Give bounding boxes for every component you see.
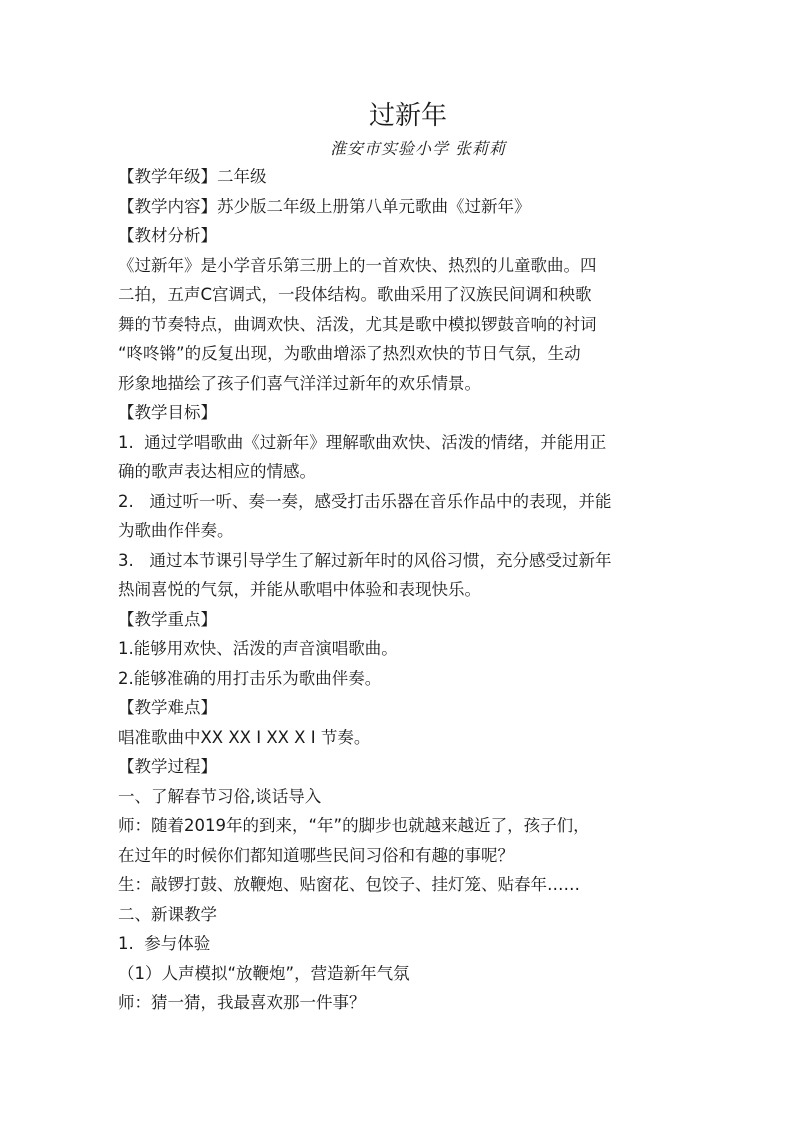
key-points-heading: 【教学重点】 bbox=[118, 609, 217, 629]
student-dialogue: 生：敲锣打鼓、放鞭炮、贴窗花、包饺子、挂灯笼、贴春年…… bbox=[118, 875, 580, 894]
teacher-dialogue: 师：猜一猜，我最喜欢那一件事？ bbox=[118, 993, 366, 1012]
teacher-dialogue-line: 在过年的时候你们都知道哪些民间习俗和有趣的事呢？ bbox=[118, 845, 514, 865]
key-point-2: 2.能够准确的用打击乐为歌曲伴奏。 bbox=[118, 668, 382, 688]
goal-1-line: 确的歌声表达相应的情感。 bbox=[118, 462, 316, 481]
step-2-heading: 二、新课教学 bbox=[118, 904, 217, 924]
difficulty-heading: 【教学难点】 bbox=[118, 698, 217, 717]
analysis-line: 二拍，五声C宫调式，一段体结构。歌曲采用了汉族民间调和秧歌 bbox=[118, 285, 592, 304]
author-line: 淮安市实验小学 张莉莉 bbox=[329, 139, 507, 158]
goals-heading: 【教学目标】 bbox=[118, 403, 217, 422]
analysis-line: 《过新年》是小学音乐第三册上的一首欢快、热烈的儿童歌曲。四 bbox=[118, 255, 597, 275]
analysis-heading: 【教材分析】 bbox=[118, 226, 217, 245]
analysis-line: “咚咚锵”的反复出现，为歌曲增添了热烈欢快的节日气氛，生动 bbox=[118, 344, 581, 363]
goal-2-line: 2. 通过听一听、奏一奏，感受打击乐器在音乐作品中的表现，并能 bbox=[118, 491, 612, 511]
analysis-line: 舞的节奏特点，曲调欢快、活泼，尤其是歌中模拟锣鼓音响的衬词 bbox=[118, 314, 597, 334]
grade-line: 【教学年级】二年级 bbox=[118, 167, 267, 186]
content-line: 【教学内容】苏少版二年级上册第八单元歌曲《过新年》 bbox=[118, 196, 531, 216]
goal-3-line: 热闹喜悦的气氛，并能从歌唱中体验和表现快乐。 bbox=[118, 580, 481, 599]
teacher-dialogue-line: 师：随着2019年的到来，“年”的脚步也就越来越近了，孩子们， bbox=[118, 816, 590, 835]
process-heading: 【教学过程】 bbox=[118, 757, 217, 776]
sub-step-1-item: （1）人声模拟“放鞭炮”，营造新年气氛 bbox=[118, 963, 410, 983]
goal-2-line: 为歌曲作伴奏。 bbox=[118, 521, 234, 540]
document-title: 过新年 bbox=[368, 101, 447, 131]
document-page bbox=[118, 96, 678, 1018]
sub-step-1-heading: 1. 参与体验 bbox=[118, 934, 211, 953]
difficulty-text: 唱准歌曲中XX XX I XX X I 节奏。 bbox=[118, 727, 371, 747]
key-point-1: 1.能够用欢快、活泼的声音演唱歌曲。 bbox=[118, 639, 398, 658]
step-1-heading: 一、了解春节习俗,谈话导入 bbox=[118, 786, 322, 806]
goal-1-line: 1. 通过学唱歌曲《过新年》理解歌曲欢快、活泼的情绪，并能用正 bbox=[118, 432, 607, 452]
goal-3-line: 3. 通过本节课引导学生了解过新年时的风俗习惯，充分感受过新年 bbox=[118, 550, 612, 570]
analysis-line: 形象地描绘了孩子们喜气洋洋过新年的欢乐情景。 bbox=[118, 373, 481, 393]
